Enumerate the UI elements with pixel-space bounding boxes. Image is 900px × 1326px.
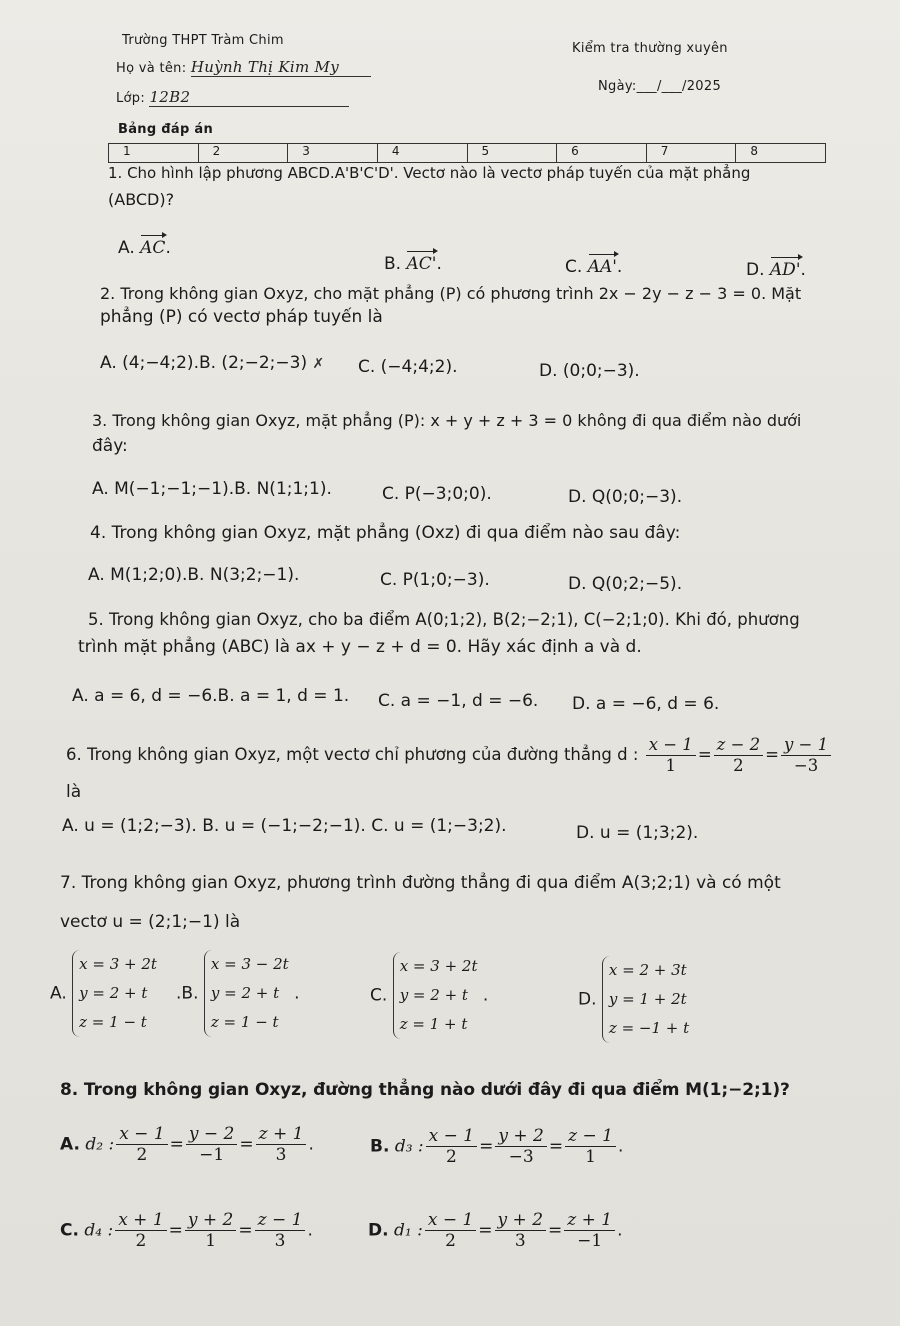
name-field	[116, 58, 371, 77]
q3-option-c: C. P(−3;0;0).	[382, 484, 492, 504]
q7-text-line2: vectơ u = (2;1;−1) là	[60, 912, 241, 932]
q6-text-lead: 6. Trong không gian Oxyz, một vectơ chỉ phương của đường thẳng d :	[66, 745, 639, 764]
q8-option-d: D. d₁ : $\frac{x - 1}{2}$ = $\frac{y + 2}{3}$ = $\frac{z + 1}{-1}$ .	[368, 1210, 623, 1251]
q6-stem: 6. Trong không gian Oxyz, một vectơ chỉ phương của đường thẳng d : $\frac{x - 1}{1}$ = $\frac{z - 2}{2}$ = $\frac{y - 1}{-3}$	[66, 735, 833, 776]
q6-fraction-3: $\frac{y - 1}{-3}$	[781, 735, 831, 776]
q5-option-a: A. a = 6, d = −6	[72, 686, 213, 706]
answer-table-title: Bảng đáp án	[118, 122, 214, 137]
q1-option-c: C. AA'.	[565, 257, 623, 277]
q6-option-b: . B. u = (−1;−2;−1)	[191, 816, 361, 836]
cross-mark-icon: ✗	[312, 356, 325, 372]
q5-option-c: C. a = −1, d = −6.	[378, 691, 539, 711]
q8-option-a: A. d₂ : $\frac{x - 1}{2}$ = $\frac{y - 2}{-1}$ = $\frac{z + 1}{3}$ .	[60, 1124, 314, 1165]
name-value: Huỳnh Thị Kim My	[191, 58, 371, 77]
q7-text-line1: 7. Trong không gian Oxyz, phương trình đường thẳng đi qua điểm A(3;2;1) và có một	[60, 873, 781, 893]
answer-cell-5: 5	[467, 144, 557, 163]
q7-option-a-system: x = 3 + 2t y = 2 + t z = 1 − t	[72, 950, 157, 1037]
q8-text-line1: 8. Trong không gian Oxyz, đường thẳng nào dưới đây đi qua điểm M(1;−2;1)?	[60, 1080, 790, 1100]
q1-text-line1: 1. Cho hình lập phương ABCD.A'B'C'D'. Vectơ nào là vectơ pháp tuyến của mặt phẳng	[108, 164, 751, 182]
date-label: Ngày:___/___/2025	[598, 79, 722, 94]
q3-option-a: A. M(−1;−1;−1)	[92, 479, 229, 499]
answer-table-numbers	[109, 144, 826, 163]
q7-option-c: C. x = 3 + 2t y = 2 + t z = 1 + t .	[370, 952, 488, 1039]
q5-option-d: D. a = −6, d = 6.	[572, 694, 720, 714]
q8-option-b: B. d₃ : $\frac{x - 1}{2}$ = $\frac{y + 2}{-3}$ = $\frac{z - 1}{1}$ .	[370, 1126, 624, 1167]
q7-option-b-system: x = 3 − 2t y = 2 + t z = 1 − t	[204, 950, 289, 1037]
q7-option-a: A. x = 3 + 2t y = 2 + t z = 1 − t	[50, 950, 157, 1037]
q5-option-a-b	[72, 686, 349, 706]
q5-text-line2: trình mặt phẳng (ABC) là ax + y − z + d = 0. Hãy xác định a và d.	[78, 637, 642, 657]
q6-fraction-1: $\frac{x - 1}{1}$	[646, 735, 696, 776]
q2-option-d: D. (0;0;−3).	[539, 361, 640, 381]
answer-cell-7: 7	[646, 144, 736, 163]
q7-option-c-system: x = 3 + 2t y = 2 + t z = 1 + t	[393, 952, 478, 1039]
q3-text-line1: 3. Trong không gian Oxyz, mặt phẳng (P): x + y + z + 3 = 0 không đi qua điểm nào dưới	[92, 411, 802, 430]
answer-table	[108, 143, 826, 163]
q6-option-d: D. u = (1;3;2).	[576, 823, 699, 843]
q4-option-d: D. Q(0;2;−5).	[568, 574, 683, 594]
answer-cell-6: 6	[557, 144, 647, 163]
class-value: 12B2	[149, 88, 349, 107]
q7-option-d-system: x = 2 + 3t y = 1 + 2t z = −1 + t	[602, 956, 689, 1043]
answer-cell-3: 3	[288, 144, 378, 163]
answer-cell-8: 8	[736, 144, 826, 163]
q1-option-b: B. AC'.	[384, 254, 442, 274]
q6-text-line2: là	[66, 782, 82, 802]
q3-option-a-b	[92, 479, 332, 499]
q6-option-a: A. u = (1;2;−3)	[62, 816, 192, 836]
q4-option-b: .B. N(3;2;−1).	[181, 565, 300, 585]
q4-option-a: A. M(1;2;0)	[88, 565, 182, 585]
q4-option-c: C. P(1;0;−3).	[380, 570, 490, 590]
q4-text-line1: 4. Trong không gian Oxyz, mặt phẳng (Oxz) đi qua điểm nào sau đây:	[90, 523, 681, 543]
q3-text-line2: đây:	[92, 436, 128, 456]
q2-text-line2: phẳng (P) có vectơ pháp tuyến là	[100, 307, 383, 327]
q6-fraction-2: $\frac{z - 2}{2}$	[714, 735, 764, 776]
q1-option-d: D. AD'.	[746, 260, 806, 280]
q4-option-a-b	[88, 565, 299, 585]
q2-option-c: C. (−4;4;2).	[358, 357, 458, 377]
name-label: Họ và tên:	[116, 61, 187, 76]
class-label: Lớp:	[116, 91, 146, 106]
q1-option-a: A. AC.	[118, 238, 171, 258]
q7-option-d: D. x = 2 + 3t y = 1 + 2t z = −1 + t	[578, 956, 689, 1043]
q1-text-line2: (ABCD)?	[108, 190, 175, 209]
q7-option-b: .B. x = 3 − 2t y = 2 + t z = 1 − t .	[176, 950, 300, 1037]
answer-cell-1: 1	[109, 144, 199, 163]
answer-cell-4: 4	[377, 144, 467, 163]
school-name: Trường THPT Tràm Chim	[122, 33, 284, 48]
q2-option-b: .B. (2;−2;−3)	[193, 353, 308, 373]
test-title: Kiểm tra thường xuyên	[572, 41, 728, 56]
q6-option-c: . C. u = (1;−3;2).	[360, 816, 507, 836]
q2-option-a: A. (4;−4;2)	[100, 353, 194, 373]
answer-cell-2: 2	[198, 144, 288, 163]
class-field	[116, 88, 349, 107]
q8-option-c: C. d₄ : $\frac{x + 1}{2}$ = $\frac{y + 2}{1}$ = $\frac{z - 1}{3}$ .	[60, 1210, 313, 1251]
q2-text-line1: 2. Trong không gian Oxyz, cho mặt phẳng (P) có phương trình 2x − 2y − z − 3 = 0. Mặt	[100, 284, 802, 303]
q5-text-line1: 5. Trong không gian Oxyz, cho ba điểm A(0;1;2), B(2;−2;1), C(−2;1;0). Khi đó, phương	[88, 610, 800, 629]
q3-option-d: D. Q(0;0;−3).	[568, 487, 683, 507]
q3-option-b: .B. N(1;1;1).	[228, 479, 332, 499]
q6-options-abc	[62, 816, 507, 836]
q5-option-b: .B. a = 1, d = 1.	[212, 686, 350, 706]
q2-option-a-b	[100, 353, 324, 373]
